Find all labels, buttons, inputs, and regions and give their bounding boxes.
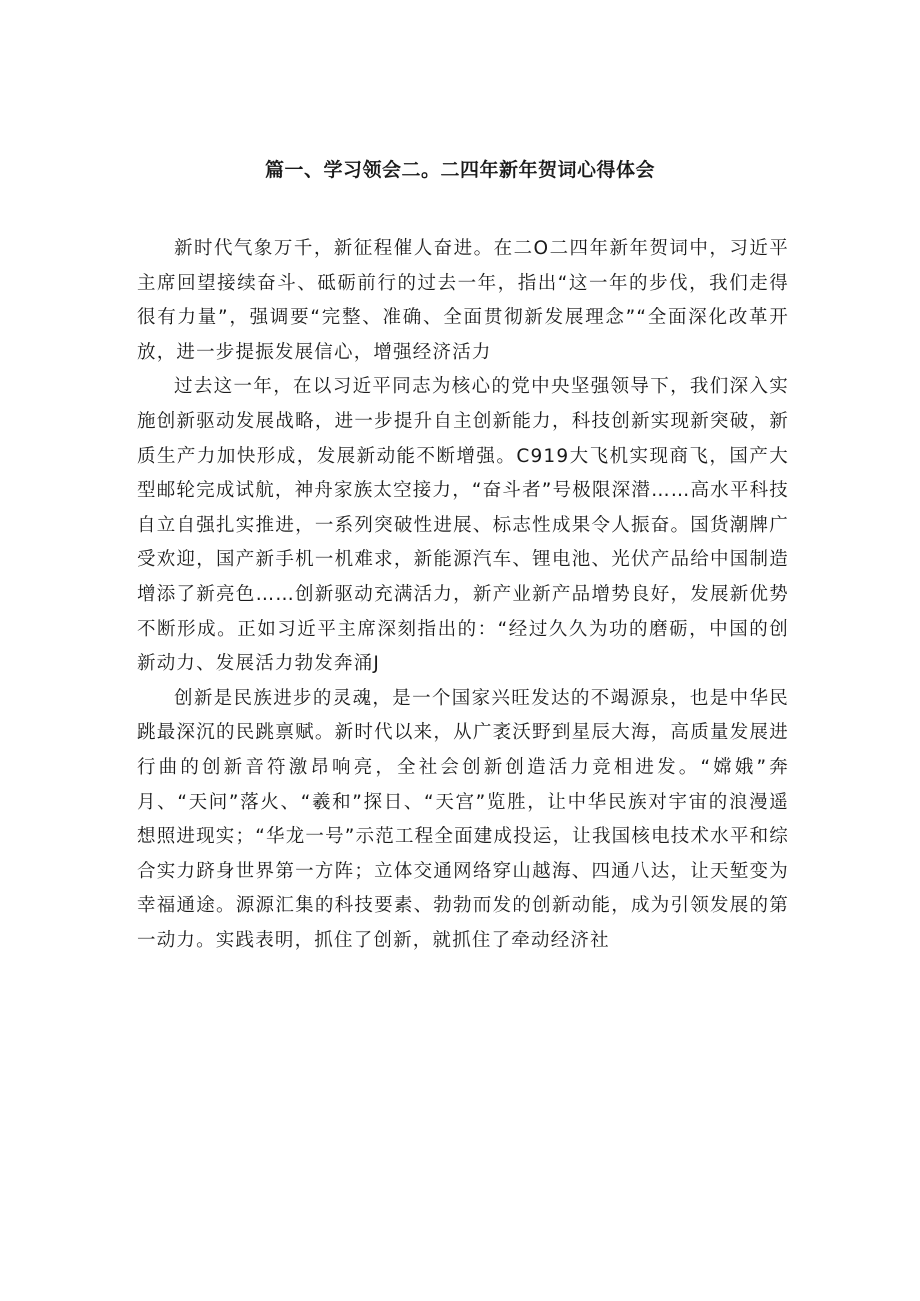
paragraph-1: 新时代气象万千，新征程催人奋进。在二O二四年新年贺词中，习近平主席回望接续奋斗、砥砺前行的过去一年，指出“这一年的步伐，我们走得很有力量”，强调要“完整、准确、全面贯彻新发展理念”“全面深化改革开放，进一步提振发展信心，增强经济活力 [137,238,789,363]
document-body [137,232,789,958]
document-title: 篇一、学习领会二。二四年新年贺词心得体会 [264,159,655,181]
paragraph-3: 创新是民族进步的灵魂，是一个国家兴旺发达的不竭源泉，也是中华民跳最深沉的民跳禀赋。新时代以来，从广袤沃野到星辰大海，高质量发展进行曲的创新音符激昂响亮，全社会创新创造活力竞相进发。“嫦娥”奔月、“天问”落火、“羲和”探日、“天宫”览胜，让中华民族对宇宙的浪漫遥想照进现实；“华龙一号”示范工程全面建成投运，让我国核电技术水平和综合实力跻身世界第一方阵；立体交通网络穿山越海、四通八达，让天堑变为幸福通途。源源汇集的科技要素、勃勃而发的创新动能，成为引领发展的第一动力。实践表明，抓住了创新，就抓住了牵动经济社 [137,687,789,951]
paragraph-2: 过去这一年，在以习近平同志为核心的党中央坚强领导下，我们深入实施创新驱动发展战略，进一步提升自主创新能力，科技创新实现新突破，新质生产力加快形成，发展新动能不断增强。C919大飞机实现商飞，国产大型邮轮完成试航，神舟家族太空接力，“奋斗者”号极限深潜……高水平科技自立自强扎实推进，一系列突破性进展、标志性成果令人振奋。国货潮牌广受欢迎，国产新手机一机难求，新能源汽车、锂电池、光伏产品给中国制造增添了新亮色……创新驱动充满活力，新产业新产品增势良好，发展新优势不断形成。正如习近平主席深刻指出的：“经过久久为功的磨砺，中国的创新动力、发展活力勃发奔涌J [137,376,789,675]
